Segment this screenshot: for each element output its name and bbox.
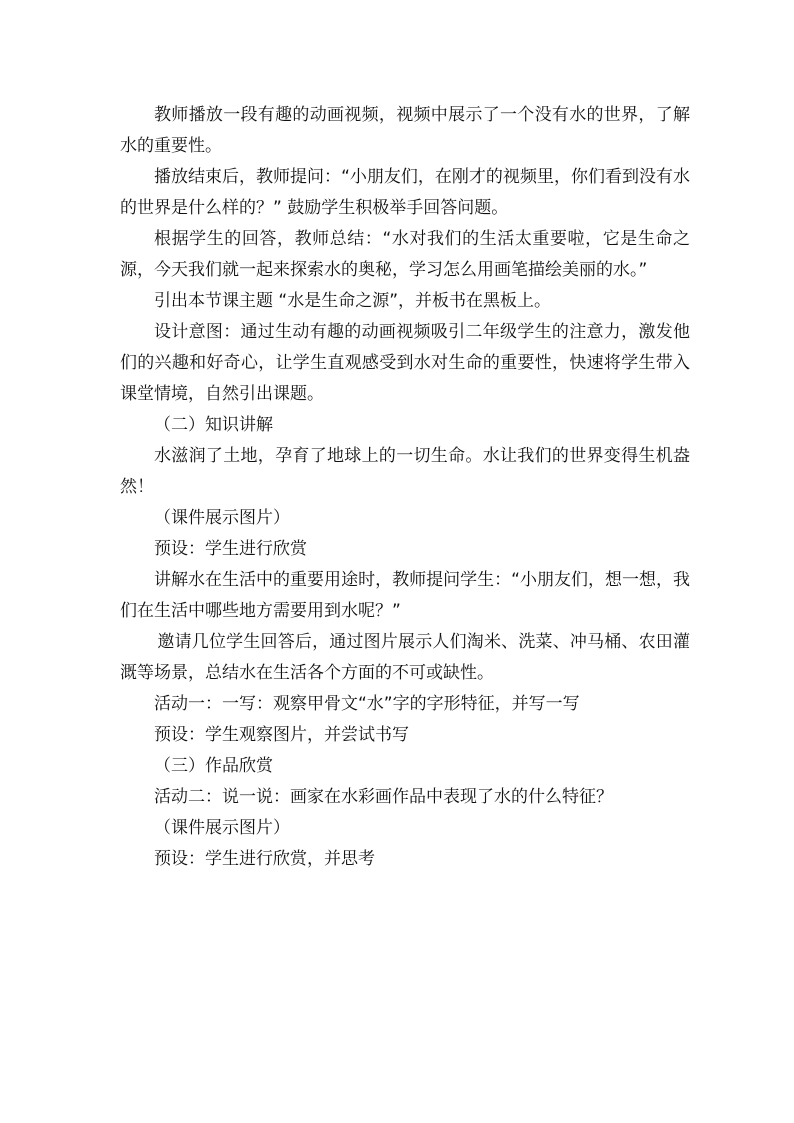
paragraph: 引出本节课主题 “水是生命之源”，并板书在黑板上。	[154, 291, 552, 311]
document-body	[120, 100, 690, 875]
paragraph: （课件展示图片）	[154, 508, 290, 528]
section-heading: （三）作品欣赏	[154, 756, 273, 776]
paragraph: 设计意图：通过生动有趣的动画视频吸引二年级学生的注意力，激发他们的兴趣和好奇心，让学生直观感受到水对生命的重要性，快速将学生带入课堂情境，自然引出课题。	[120, 322, 690, 404]
paragraph: 活动一：一写：观察甲骨文“水”字的字形特征，并写一写	[154, 694, 580, 714]
paragraph: 讲解水在生活中的重要用途时，教师提问学生：“小朋友们，想一想，我们在生活中哪些地方需要用到水呢？”	[120, 570, 690, 621]
paragraph: 预设：学生进行欣赏，并思考	[154, 849, 375, 869]
paragraph: 预设：学生观察图片，并尝试书写	[154, 725, 409, 745]
paragraph: 水滋润了土地，孕育了地球上的一切生命。水让我们的世界变得生机盎然！	[120, 446, 690, 497]
paragraph: （课件展示图片）	[154, 818, 290, 838]
section-heading: （二）知识讲解	[154, 415, 273, 435]
paragraph: 活动二：说一说：画家在水彩画作品中表现了水的什么特征？	[154, 787, 613, 807]
paragraph: 根据学生的回答，教师总结：“水对我们的生活太重要啦，它是生命之源，今天我们就一起来探索水的奥秘，学习怎么用画笔描绘美丽的水。”	[120, 229, 690, 280]
paragraph: 教师播放一段有趣的动画视频，视频中展示了一个没有水的世界，了解水的重要性。	[120, 105, 690, 156]
paragraph: 邀请几位学生回答后，通过图片展示人们淘米、洗菜、冲马桶、农田灌溉等场景，总结水在生活各个方面的不可或缺性。	[120, 632, 690, 683]
paragraph: 预设：学生进行欣赏	[154, 539, 307, 559]
paragraph: 播放结束后，教师提问：“小朋友们，在刚才的视频里，你们看到没有水的世界是什么样的？” 鼓励学生积极举手回答问题。	[120, 167, 690, 218]
